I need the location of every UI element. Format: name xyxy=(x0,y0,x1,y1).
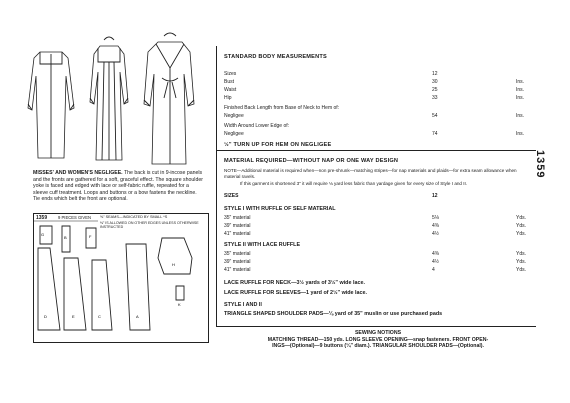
measurements-title: STANDARD BODY MEASUREMENTS xyxy=(224,54,327,60)
standard-body-measurements xyxy=(218,46,538,150)
piece-k xyxy=(176,286,184,300)
material-row: 39" material 4½ Yds. xyxy=(224,259,527,265)
svg-text:H: H xyxy=(172,262,175,267)
measurement-row: Waist 25 Ins. xyxy=(224,87,525,93)
material-row: 35" material 4⅜ Yds. xyxy=(224,251,527,257)
hem-note: ½" TURN UP FOR HEM ON NEGLIGEE xyxy=(224,142,332,148)
figure-alt xyxy=(144,33,194,164)
measurement-row: Width Around Lower Edge of: xyxy=(224,123,290,129)
pattern-number: 1359 xyxy=(36,215,48,221)
material-title: MATERIAL REQUIRED—WITHOUT NAP OR ONE WAY DESIGN xyxy=(224,158,399,164)
sewing-notions xyxy=(218,330,538,350)
pattern-pieces-box xyxy=(33,213,209,343)
svg-text:K: K xyxy=(178,302,181,307)
lace-sleeves: LACE RUFFLE FOR SLEEVES—1 yard of 2½" wide lace. xyxy=(224,290,368,296)
sizes-row: SIZES 12 xyxy=(224,193,438,199)
material-row: 39" material 4⅜ Yds. xyxy=(224,223,527,229)
side-pattern-number: 1359 xyxy=(534,150,546,179)
pattern-description xyxy=(33,170,205,203)
allowed-note: ⅜" IS ALLOWED ON OTHER EDGES UNLESS OTHERWISE INSTRUCTED xyxy=(100,221,199,230)
material-required xyxy=(218,150,538,325)
measurement-row: Bust 30 Ins. xyxy=(224,79,525,85)
svg-text:A: A xyxy=(136,314,139,319)
notions-line-1: MATCHING THREAD—150 yds. LONG SLEEVE OPENING—snap fasteners. FRONT OPEN- xyxy=(267,336,489,343)
piece-h xyxy=(158,238,192,274)
divider-vertical xyxy=(216,46,217,326)
notions-title: SEWING NOTIONS xyxy=(354,330,402,336)
svg-text:D: D xyxy=(44,314,47,319)
svg-text:C: C xyxy=(98,314,101,319)
svg-text:G: G xyxy=(41,232,45,237)
figure-back xyxy=(90,37,128,160)
measurement-row: Negligee 54 Ins. xyxy=(224,113,525,119)
material-row: 35" material 5⅛ Yds. xyxy=(224,215,527,221)
notions-line-2: INGS—(Optional)—9 buttons (¼" diam.). TRIANGULAR SHOULDER PADS—(Optional). xyxy=(272,343,484,349)
svg-text:E: E xyxy=(72,314,75,319)
material-row: 41" material 4½ Yds. xyxy=(224,231,527,237)
style-1-and-2: STYLE I AND II xyxy=(224,302,262,308)
style1-title: STYLE I WITH RUFFLE OF SELF MATERIAL xyxy=(224,206,336,212)
material-row: 41" material 4 Yds. xyxy=(224,267,527,273)
description-text: The back is cut in 9-incose panels and the fronts are gathered for a soft, graceful effect. The square shoulder yoke is faced and edged with lace or self-fabric ruffle, repeated for a sleeve cuff treatment. Loops and buttons or a bow fastens the neckline. Tie ends which belt the front are optional. xyxy=(33,170,203,203)
style2-title: STYLE II WITH LACE RUFFLE xyxy=(224,242,301,248)
material-note-2: If this garment is shortened 3" it will require ⅛ yard less fabric than yardage given for every size of Style I and II. xyxy=(240,181,468,186)
measurement-row: Hip 33 Ins. xyxy=(224,95,525,101)
measurement-row: Negligee 74 Ins. xyxy=(224,131,525,137)
lace-neck: LACE RUFFLE FOR NECK—3½ yards of 3½" wide lace. xyxy=(224,280,365,286)
material-note-1: NOTE—Additional material is required when—non pre-shrunk—matching stripes—for nap materials and plaids—for extra seam allowance when material ravels. xyxy=(224,168,517,179)
piece-d xyxy=(38,248,60,330)
shoulder-pads: TRIANGLE SHAPED SHOULDER PADS—⅛ yard of 35" muslin or use purchased pads xyxy=(224,311,443,317)
seams-note: ⅝" SEAMS—INDICATED BY SMALL *S xyxy=(100,215,168,219)
divider xyxy=(216,326,536,327)
svg-text:F: F xyxy=(89,234,92,239)
negligee-illustrations xyxy=(18,18,208,168)
pieces-given: 9 PIECES GIVEN xyxy=(58,215,92,220)
measurement-row: Finished Back Length from Base of Neck to Hem of: xyxy=(224,105,340,111)
piece-c xyxy=(92,260,112,330)
description-title: MISSES' AND WOMEN'S NEGLIGEE. xyxy=(33,170,123,176)
piece-e xyxy=(64,258,86,330)
measurement-row: Sizes 12 xyxy=(224,71,438,77)
figure-front xyxy=(28,52,74,158)
svg-text:B: B xyxy=(64,235,67,240)
pattern-pieces-drawing xyxy=(34,214,208,342)
